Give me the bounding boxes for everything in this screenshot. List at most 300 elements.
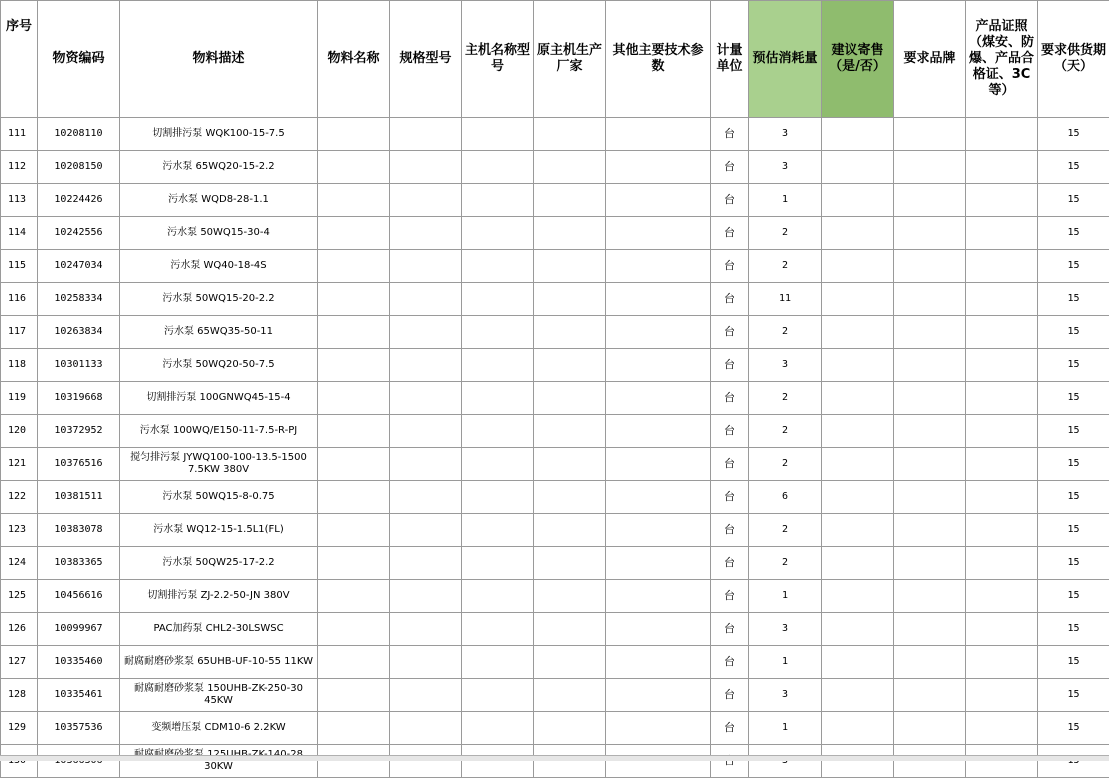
- cell-unit[interactable]: 台: [711, 679, 749, 712]
- cell-certificates[interactable]: [966, 382, 1038, 415]
- cell-index[interactable]: 129: [1, 712, 38, 745]
- cell-unit[interactable]: 台: [711, 415, 749, 448]
- header-cell-unit[interactable]: 计量单位: [711, 1, 749, 118]
- cell-material-description[interactable]: 污水泵 WQ12-15-1.5L1(FL): [120, 514, 318, 547]
- cell-original-manufacturer[interactable]: [534, 349, 606, 382]
- cell-unit[interactable]: 台: [711, 580, 749, 613]
- cell-certificates[interactable]: [966, 547, 1038, 580]
- cell-delivery-days[interactable]: 15: [1038, 382, 1109, 415]
- cell-unit[interactable]: 台: [711, 118, 749, 151]
- cell-estimated-consumption[interactable]: 2: [749, 514, 822, 547]
- cell-certificates[interactable]: [966, 349, 1038, 382]
- cell-material-name[interactable]: [318, 118, 390, 151]
- cell-unit[interactable]: 台: [711, 448, 749, 481]
- cell-original-manufacturer[interactable]: [534, 646, 606, 679]
- cell-estimated-consumption[interactable]: 6: [749, 481, 822, 514]
- cell-delivery-days[interactable]: 15: [1038, 283, 1109, 316]
- header-cell-consignment-suggestion[interactable]: 建议寄售（是/否）: [822, 1, 894, 118]
- cell-consignment-suggestion[interactable]: [822, 613, 894, 646]
- cell-index[interactable]: 118: [1, 349, 38, 382]
- cell-original-manufacturer[interactable]: [534, 712, 606, 745]
- cell-spec-model[interactable]: [390, 118, 462, 151]
- cell-delivery-days[interactable]: 15: [1038, 349, 1109, 382]
- cell-material-name[interactable]: [318, 745, 390, 778]
- cell-original-manufacturer[interactable]: [534, 547, 606, 580]
- cell-material-name[interactable]: [318, 415, 390, 448]
- cell-delivery-days[interactable]: 15: [1038, 712, 1109, 745]
- cell-unit[interactable]: 台: [711, 151, 749, 184]
- cell-other-tech-params[interactable]: [606, 712, 711, 745]
- cell-original-manufacturer[interactable]: [534, 580, 606, 613]
- cell-unit[interactable]: 台: [711, 283, 749, 316]
- cell-index[interactable]: 122: [1, 481, 38, 514]
- cell-original-manufacturer[interactable]: [534, 184, 606, 217]
- header-cell-estimated-consumption[interactable]: 预估消耗量: [749, 1, 822, 118]
- cell-estimated-consumption[interactable]: 1: [749, 184, 822, 217]
- cell-index[interactable]: 119: [1, 382, 38, 415]
- cell-certificates[interactable]: [966, 514, 1038, 547]
- cell-certificates[interactable]: [966, 250, 1038, 283]
- cell-consignment-suggestion[interactable]: [822, 382, 894, 415]
- cell-unit[interactable]: 台: [711, 349, 749, 382]
- cell-required-brand[interactable]: [894, 646, 966, 679]
- cell-required-brand[interactable]: [894, 382, 966, 415]
- cell-material-description[interactable]: 污水泵 100WQ/E150-11-7.5-R-PJ: [120, 415, 318, 448]
- cell-consignment-suggestion[interactable]: [822, 712, 894, 745]
- cell-certificates[interactable]: [966, 151, 1038, 184]
- cell-consignment-suggestion[interactable]: [822, 448, 894, 481]
- header-cell-material-code[interactable]: 物资编码: [38, 1, 120, 118]
- header-cell-original-manufacturer[interactable]: 原主机生产厂家: [534, 1, 606, 118]
- header-cell-required-brand[interactable]: 要求品牌: [894, 1, 966, 118]
- cell-spec-model[interactable]: [390, 712, 462, 745]
- cell-material-name[interactable]: [318, 448, 390, 481]
- cell-material-name[interactable]: [318, 250, 390, 283]
- cell-other-tech-params[interactable]: [606, 679, 711, 712]
- cell-spec-model[interactable]: [390, 514, 462, 547]
- cell-spec-model[interactable]: [390, 415, 462, 448]
- cell-material-name[interactable]: [318, 712, 390, 745]
- header-cell-material-description[interactable]: 物料描述: [120, 1, 318, 118]
- cell-unit[interactable]: 台: [711, 316, 749, 349]
- cell-material-name[interactable]: [318, 283, 390, 316]
- cell-estimated-consumption[interactable]: 3: [749, 349, 822, 382]
- cell-index[interactable]: 115: [1, 250, 38, 283]
- cell-consignment-suggestion[interactable]: [822, 283, 894, 316]
- cell-index[interactable]: [1, 745, 38, 778]
- cell-other-tech-params[interactable]: [606, 250, 711, 283]
- cell-other-tech-params[interactable]: [606, 118, 711, 151]
- cell-material-code[interactable]: 10208110: [38, 118, 120, 151]
- cell-material-name[interactable]: [318, 547, 390, 580]
- cell-consignment-suggestion[interactable]: [822, 745, 894, 778]
- cell-required-brand[interactable]: [894, 514, 966, 547]
- cell-other-tech-params[interactable]: [606, 646, 711, 679]
- cell-material-code[interactable]: 10383365: [38, 547, 120, 580]
- cell-host-model[interactable]: [462, 415, 534, 448]
- cell-estimated-consumption[interactable]: 3: [749, 679, 822, 712]
- cell-original-manufacturer[interactable]: [534, 514, 606, 547]
- cell-original-manufacturer[interactable]: [534, 481, 606, 514]
- cell-required-brand[interactable]: [894, 745, 966, 778]
- cell-material-code[interactable]: 10263834: [38, 316, 120, 349]
- cell-host-model[interactable]: [462, 118, 534, 151]
- cell-spec-model[interactable]: [390, 283, 462, 316]
- cell-material-code[interactable]: 10335461: [38, 679, 120, 712]
- cell-certificates[interactable]: [966, 448, 1038, 481]
- cell-required-brand[interactable]: [894, 580, 966, 613]
- cell-delivery-days[interactable]: 15: [1038, 646, 1109, 679]
- cell-material-name[interactable]: [318, 481, 390, 514]
- cell-delivery-days[interactable]: 15: [1038, 448, 1109, 481]
- cell-index[interactable]: 126: [1, 613, 38, 646]
- cell-material-description[interactable]: 污水泵 50WQ20-50-7.5: [120, 349, 318, 382]
- cell-delivery-days[interactable]: 15: [1038, 151, 1109, 184]
- cell-consignment-suggestion[interactable]: [822, 184, 894, 217]
- cell-original-manufacturer[interactable]: [534, 745, 606, 778]
- cell-host-model[interactable]: [462, 448, 534, 481]
- cell-index[interactable]: 117: [1, 316, 38, 349]
- cell-required-brand[interactable]: [894, 283, 966, 316]
- cell-delivery-days[interactable]: 15: [1038, 580, 1109, 613]
- cell-required-brand[interactable]: [894, 316, 966, 349]
- cell-consignment-suggestion[interactable]: [822, 151, 894, 184]
- cell-spec-model[interactable]: [390, 547, 462, 580]
- cell-unit[interactable]: 台: [711, 712, 749, 745]
- cell-other-tech-params[interactable]: [606, 349, 711, 382]
- cell-material-description[interactable]: 30KW: [120, 745, 318, 778]
- cell-estimated-consumption[interactable]: 3: [749, 118, 822, 151]
- cell-other-tech-params[interactable]: [606, 217, 711, 250]
- cell-consignment-suggestion[interactable]: [822, 580, 894, 613]
- cell-unit[interactable]: 台: [711, 514, 749, 547]
- cell-other-tech-params[interactable]: [606, 514, 711, 547]
- cell-index[interactable]: 114: [1, 217, 38, 250]
- cell-index[interactable]: 113: [1, 184, 38, 217]
- cell-host-model[interactable]: [462, 217, 534, 250]
- cell-index[interactable]: 116: [1, 283, 38, 316]
- sheet-tab-bar: [0, 755, 1109, 761]
- cell-required-brand[interactable]: [894, 448, 966, 481]
- cell-delivery-days[interactable]: 15: [1038, 514, 1109, 547]
- cell-host-model[interactable]: [462, 613, 534, 646]
- cell-host-model[interactable]: [462, 745, 534, 778]
- cell-host-model[interactable]: [462, 679, 534, 712]
- header-cell-delivery-days[interactable]: 要求供货期（天）: [1038, 1, 1109, 118]
- cell-certificates[interactable]: [966, 217, 1038, 250]
- cell-host-model[interactable]: [462, 382, 534, 415]
- cell-estimated-consumption[interactable]: 3: [749, 613, 822, 646]
- cell-material-code[interactable]: [38, 745, 120, 778]
- cell-material-code[interactable]: 10242556: [38, 217, 120, 250]
- cell-required-brand[interactable]: [894, 217, 966, 250]
- cell-host-model[interactable]: [462, 283, 534, 316]
- cell-other-tech-params[interactable]: [606, 184, 711, 217]
- cell-material-code[interactable]: 10319668: [38, 382, 120, 415]
- cell-other-tech-params[interactable]: [606, 745, 711, 778]
- cell-spec-model[interactable]: [390, 580, 462, 613]
- cell-consignment-suggestion[interactable]: [822, 217, 894, 250]
- cell-material-description[interactable]: 切割排污泵 100GNWQ45-15-4: [120, 382, 318, 415]
- cell-host-model[interactable]: [462, 712, 534, 745]
- cell-delivery-days[interactable]: 15: [1038, 481, 1109, 514]
- cell-delivery-days[interactable]: 15: [1038, 679, 1109, 712]
- cell-material-code[interactable]: 10376516: [38, 448, 120, 481]
- cell-other-tech-params[interactable]: [606, 481, 711, 514]
- cell-certificates[interactable]: [966, 646, 1038, 679]
- cell-index[interactable]: 124: [1, 547, 38, 580]
- cell-certificates[interactable]: [966, 184, 1038, 217]
- cell-required-brand[interactable]: [894, 679, 966, 712]
- cell-estimated-consumption[interactable]: 2: [749, 448, 822, 481]
- cell-estimated-consumption[interactable]: 2: [749, 316, 822, 349]
- cell-required-brand[interactable]: [894, 184, 966, 217]
- cell-material-code[interactable]: 10224426: [38, 184, 120, 217]
- cell-original-manufacturer[interactable]: [534, 250, 606, 283]
- cell-unit[interactable]: 台: [711, 547, 749, 580]
- cell-material-description[interactable]: 搅匀排污泵 JYWQ100-100-13.5-1500 7.5KW 380V: [120, 448, 318, 481]
- cell-spec-model[interactable]: [390, 382, 462, 415]
- cell-material-code[interactable]: 10372952: [38, 415, 120, 448]
- cell-material-description[interactable]: 污水泵 WQ40-18-4S: [120, 250, 318, 283]
- header-cell-certificates[interactable]: 产品证照（煤安、防爆、产品合格证、3C等）: [966, 1, 1038, 118]
- cell-estimated-consumption[interactable]: 2: [749, 415, 822, 448]
- cell-material-name[interactable]: [318, 184, 390, 217]
- cell-material-code[interactable]: 10301133: [38, 349, 120, 382]
- cell-original-manufacturer[interactable]: [534, 415, 606, 448]
- cell-material-name[interactable]: [318, 679, 390, 712]
- cell-material-description[interactable]: 耐腐耐磨砂浆泵 65UHB-UF-10-55 11KW: [120, 646, 318, 679]
- cell-spec-model[interactable]: [390, 481, 462, 514]
- header-cell-index[interactable]: 序号: [1, 1, 38, 118]
- cell-host-model[interactable]: [462, 580, 534, 613]
- cell-index[interactable]: 123: [1, 514, 38, 547]
- cell-spec-model[interactable]: [390, 613, 462, 646]
- cell-estimated-consumption[interactable]: 2: [749, 547, 822, 580]
- cell-material-name[interactable]: [318, 217, 390, 250]
- cell-certificates[interactable]: [966, 283, 1038, 316]
- cell-material-name[interactable]: [318, 151, 390, 184]
- cell-material-name[interactable]: [318, 613, 390, 646]
- cell-certificates[interactable]: [966, 745, 1038, 778]
- cell-delivery-days[interactable]: 15: [1038, 547, 1109, 580]
- cell-required-brand[interactable]: [894, 118, 966, 151]
- cell-consignment-suggestion[interactable]: [822, 547, 894, 580]
- cell-estimated-consumption[interactable]: 2: [749, 217, 822, 250]
- cell-required-brand[interactable]: [894, 415, 966, 448]
- cell-unit[interactable]: 台: [711, 481, 749, 514]
- cell-index[interactable]: 111: [1, 118, 38, 151]
- cell-material-name[interactable]: [318, 646, 390, 679]
- cell-index[interactable]: 120: [1, 415, 38, 448]
- cell-host-model[interactable]: [462, 481, 534, 514]
- cell-spec-model[interactable]: [390, 349, 462, 382]
- cell-estimated-consumption[interactable]: [749, 745, 822, 778]
- cell-spec-model[interactable]: [390, 316, 462, 349]
- cell-consignment-suggestion[interactable]: [822, 349, 894, 382]
- cell-original-manufacturer[interactable]: [534, 283, 606, 316]
- cell-original-manufacturer[interactable]: [534, 217, 606, 250]
- cell-spec-model[interactable]: [390, 679, 462, 712]
- cell-host-model[interactable]: [462, 316, 534, 349]
- cell-certificates[interactable]: [966, 679, 1038, 712]
- cell-certificates[interactable]: [966, 316, 1038, 349]
- cell-estimated-consumption[interactable]: 3: [749, 151, 822, 184]
- cell-material-description[interactable]: 耐腐耐磨砂浆泵 150UHB-ZK-250-30 45KW: [120, 679, 318, 712]
- cell-consignment-suggestion[interactable]: [822, 316, 894, 349]
- cell-consignment-suggestion[interactable]: [822, 514, 894, 547]
- cell-estimated-consumption[interactable]: 2: [749, 382, 822, 415]
- cell-certificates[interactable]: [966, 613, 1038, 646]
- table-row: [1, 217, 1109, 250]
- cell-required-brand[interactable]: [894, 151, 966, 184]
- cell-unit[interactable]: 台: [711, 382, 749, 415]
- cell-other-tech-params[interactable]: [606, 415, 711, 448]
- cell-other-tech-params[interactable]: [606, 283, 711, 316]
- cell-certificates[interactable]: [966, 118, 1038, 151]
- cell-delivery-days[interactable]: 15: [1038, 613, 1109, 646]
- cell-material-code[interactable]: 10383078: [38, 514, 120, 547]
- header-cell-spec-model[interactable]: 规格型号: [390, 1, 462, 118]
- header-cell-other-tech-params[interactable]: 其他主要技术参数: [606, 1, 711, 118]
- cell-original-manufacturer[interactable]: [534, 382, 606, 415]
- cell-estimated-consumption[interactable]: 1: [749, 712, 822, 745]
- cell-material-description[interactable]: 污水泵 50QW25-17-2.2: [120, 547, 318, 580]
- cell-host-model[interactable]: [462, 514, 534, 547]
- cell-delivery-days[interactable]: 15: [1038, 217, 1109, 250]
- cell-unit[interactable]: 台: [711, 184, 749, 217]
- cell-material-code[interactable]: 10258334: [38, 283, 120, 316]
- cell-material-description[interactable]: 污水泵 65WQ35-50-11: [120, 316, 318, 349]
- cell-estimated-consumption[interactable]: 2: [749, 250, 822, 283]
- cell-material-name[interactable]: [318, 316, 390, 349]
- cell-spec-model[interactable]: [390, 217, 462, 250]
- cell-unit[interactable]: 台: [711, 613, 749, 646]
- cell-material-code[interactable]: 10247034: [38, 250, 120, 283]
- cell-host-model[interactable]: [462, 646, 534, 679]
- header-cell-host-model[interactable]: 主机名称型号: [462, 1, 534, 118]
- cell-estimated-consumption[interactable]: 1: [749, 580, 822, 613]
- cell-unit[interactable]: [711, 745, 749, 778]
- cell-original-manufacturer[interactable]: [534, 679, 606, 712]
- cell-material-description[interactable]: 污水泵 50WQ15-20-2.2: [120, 283, 318, 316]
- cell-consignment-suggestion[interactable]: [822, 250, 894, 283]
- cell-host-model[interactable]: [462, 184, 534, 217]
- cell-delivery-days[interactable]: 15: [1038, 250, 1109, 283]
- cell-index[interactable]: 128: [1, 679, 38, 712]
- cell-index[interactable]: 127: [1, 646, 38, 679]
- cell-certificates[interactable]: [966, 712, 1038, 745]
- cell-host-model[interactable]: [462, 250, 534, 283]
- cell-other-tech-params[interactable]: [606, 316, 711, 349]
- cell-delivery-days[interactable]: 15: [1038, 184, 1109, 217]
- cell-certificates[interactable]: [966, 415, 1038, 448]
- cell-required-brand[interactable]: [894, 613, 966, 646]
- cell-delivery-days[interactable]: 15: [1038, 415, 1109, 448]
- cell-required-brand[interactable]: [894, 481, 966, 514]
- cell-other-tech-params[interactable]: [606, 382, 711, 415]
- cell-delivery-days[interactable]: 15: [1038, 118, 1109, 151]
- cell-required-brand[interactable]: [894, 547, 966, 580]
- cell-estimated-consumption[interactable]: 1: [749, 646, 822, 679]
- cell-required-brand[interactable]: [894, 349, 966, 382]
- cell-consignment-suggestion[interactable]: [822, 646, 894, 679]
- cell-delivery-days[interactable]: 15: [1038, 316, 1109, 349]
- cell-material-name[interactable]: [318, 382, 390, 415]
- cell-material-name[interactable]: [318, 580, 390, 613]
- cell-material-code[interactable]: 10099967: [38, 613, 120, 646]
- cell-material-code[interactable]: 10381511: [38, 481, 120, 514]
- cell-material-code[interactable]: 10456616: [38, 580, 120, 613]
- cell-consignment-suggestion[interactable]: [822, 679, 894, 712]
- cell-delivery-days[interactable]: [1038, 745, 1109, 778]
- cell-other-tech-params[interactable]: [606, 580, 711, 613]
- cell-estimated-consumption[interactable]: 11: [749, 283, 822, 316]
- cell-material-code[interactable]: 10335460: [38, 646, 120, 679]
- cell-other-tech-params[interactable]: [606, 547, 711, 580]
- header-cell-material-name[interactable]: 物料名称: [318, 1, 390, 118]
- cell-index[interactable]: 121: [1, 448, 38, 481]
- cell-unit[interactable]: 台: [711, 217, 749, 250]
- cell-required-brand[interactable]: [894, 712, 966, 745]
- cell-material-description[interactable]: 污水泵 WQD8-28-1.1: [120, 184, 318, 217]
- cell-other-tech-params[interactable]: [606, 448, 711, 481]
- cell-material-description[interactable]: 污水泵 50WQ15-30-4: [120, 217, 318, 250]
- cell-spec-model[interactable]: [390, 646, 462, 679]
- cell-original-manufacturer[interactable]: [534, 316, 606, 349]
- cell-index[interactable]: 125: [1, 580, 38, 613]
- cell-consignment-suggestion[interactable]: [822, 481, 894, 514]
- cell-host-model[interactable]: [462, 151, 534, 184]
- cell-spec-model[interactable]: [390, 250, 462, 283]
- cell-original-manufacturer[interactable]: [534, 118, 606, 151]
- cell-host-model[interactable]: [462, 349, 534, 382]
- cell-material-description[interactable]: 切割排污泵 ZJ-2.2-50-JN 380V: [120, 580, 318, 613]
- cell-unit[interactable]: 台: [711, 646, 749, 679]
- cell-other-tech-params[interactable]: [606, 613, 711, 646]
- cell-spec-model[interactable]: [390, 745, 462, 778]
- cell-material-name[interactable]: [318, 349, 390, 382]
- cell-consignment-suggestion[interactable]: [822, 118, 894, 151]
- cell-certificates[interactable]: [966, 580, 1038, 613]
- cell-material-description[interactable]: 污水泵 50WQ15-8-0.75: [120, 481, 318, 514]
- table-row: [1, 316, 1109, 349]
- cell-other-tech-params[interactable]: [606, 151, 711, 184]
- cell-original-manufacturer[interactable]: [534, 448, 606, 481]
- cell-unit[interactable]: 台: [711, 250, 749, 283]
- cell-spec-model[interactable]: [390, 448, 462, 481]
- cell-material-code[interactable]: 10357536: [38, 712, 120, 745]
- cell-material-description[interactable]: 污水泵 65WQ20-15-2.2: [120, 151, 318, 184]
- cell-original-manufacturer[interactable]: [534, 613, 606, 646]
- table-row: [1, 184, 1109, 217]
- cell-index[interactable]: 112: [1, 151, 38, 184]
- cell-material-description[interactable]: PAC加药泵 CHL2-30LSWSC: [120, 613, 318, 646]
- cell-spec-model[interactable]: [390, 184, 462, 217]
- cell-original-manufacturer[interactable]: [534, 151, 606, 184]
- cell-host-model[interactable]: [462, 547, 534, 580]
- cell-required-brand[interactable]: [894, 250, 966, 283]
- cell-consignment-suggestion[interactable]: [822, 415, 894, 448]
- table-row: [1, 448, 1109, 481]
- cell-material-code[interactable]: 10208150: [38, 151, 120, 184]
- cell-certificates[interactable]: [966, 481, 1038, 514]
- cell-spec-model[interactable]: [390, 151, 462, 184]
- cell-material-description[interactable]: 变频增压泵 CDM10-6 2.2KW: [120, 712, 318, 745]
- cell-material-name[interactable]: [318, 514, 390, 547]
- table-row: [1, 283, 1109, 316]
- cell-material-description[interactable]: 切割排污泵 WQK100-15-7.5: [120, 118, 318, 151]
